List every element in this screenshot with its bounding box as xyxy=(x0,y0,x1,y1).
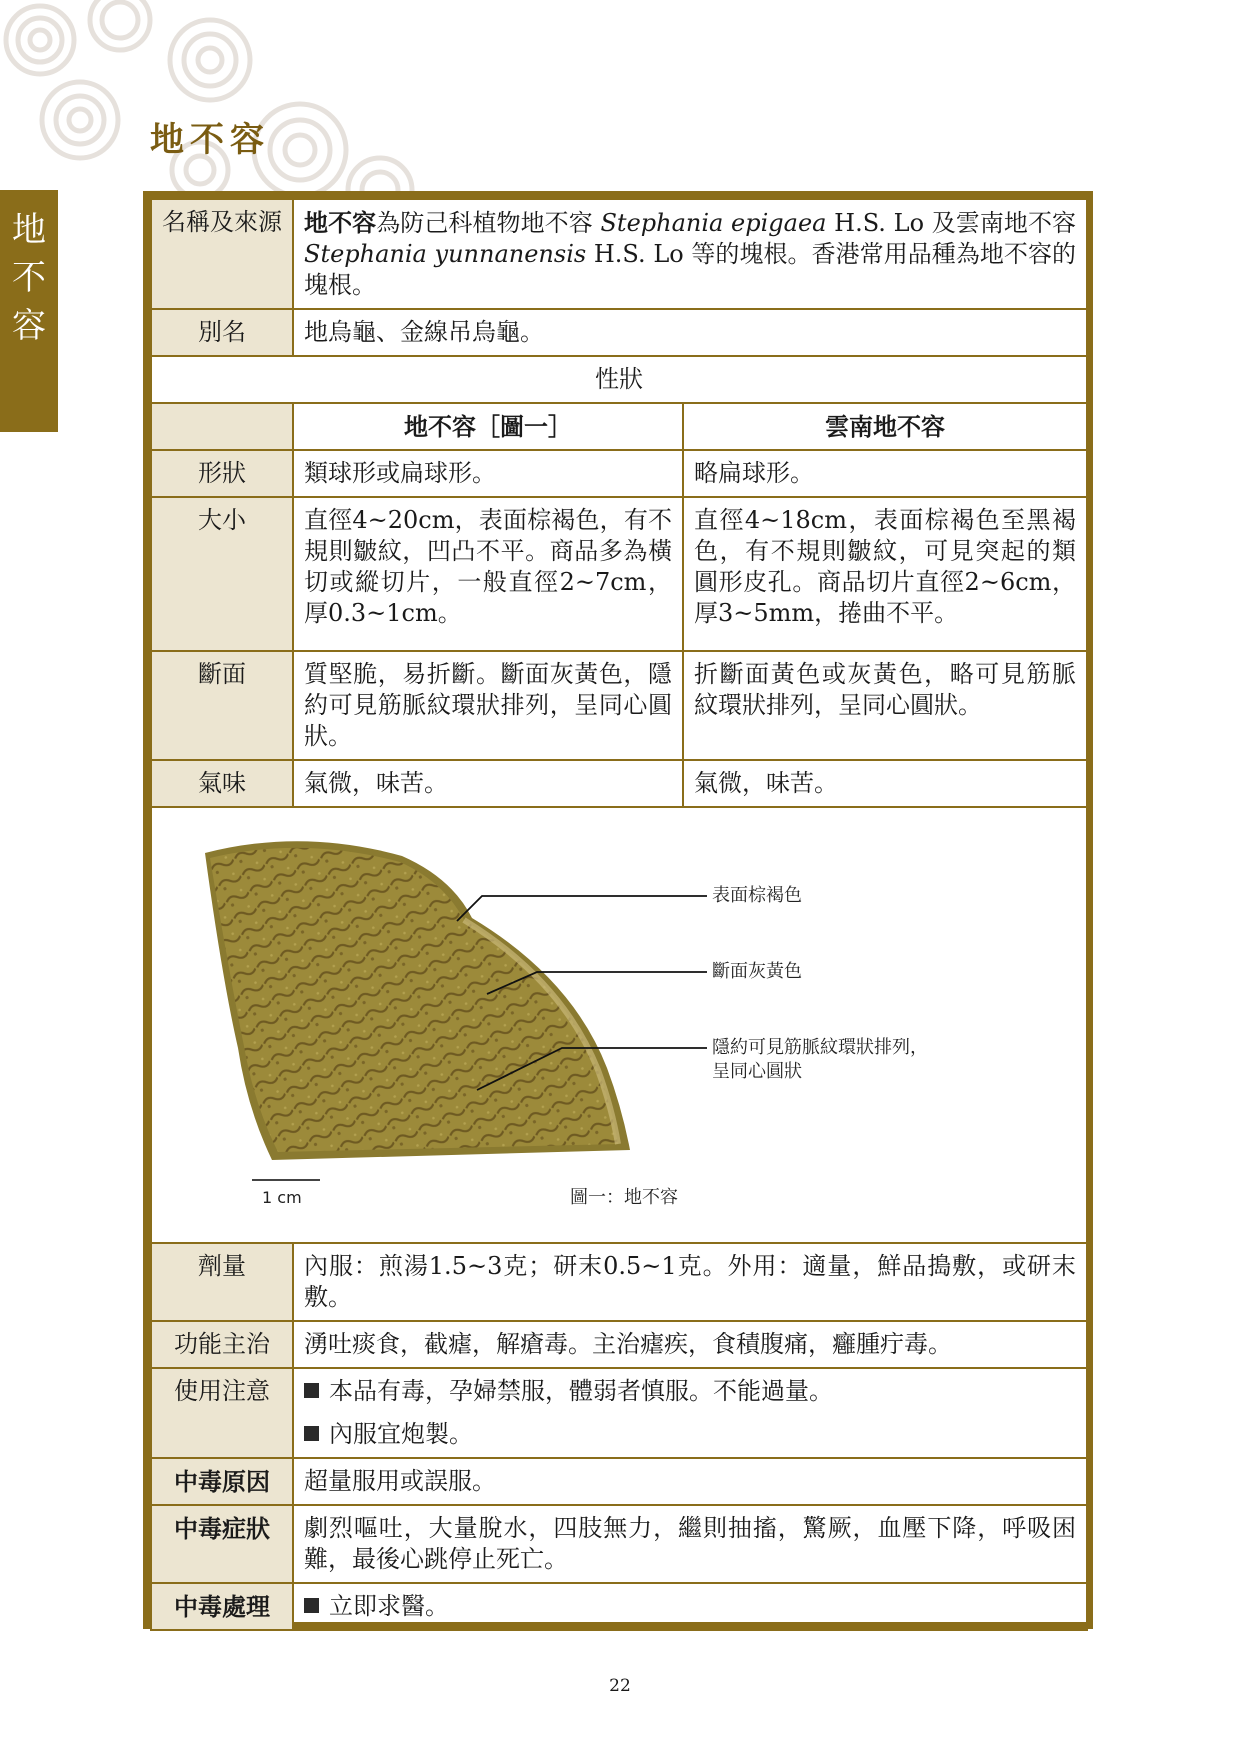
row-poison-treatment xyxy=(151,1583,1087,1630)
annotation-surface: 表面棕褐色 xyxy=(712,885,802,906)
square-bullet-icon xyxy=(304,1383,319,1398)
source-text: H.S. Lo 等的塊根。香港常用品種為地不容的塊根。 xyxy=(304,240,1077,299)
cloud-pattern-decoration xyxy=(0,0,440,220)
column-header-1: 地不容［圖一］ xyxy=(293,403,683,450)
scale-bar-label: 1 cm xyxy=(262,1188,302,1207)
annotation-rings-line2: 呈同心圓狀 xyxy=(712,1061,802,1082)
poison-symptom-label: 中毒症狀 xyxy=(151,1505,293,1583)
cell-value: 直徑4~18cm，表面棕褐色至黑褐色，有不規則皺紋，可見突起的類圓形皮孔。商品切片直徑2~6cm，厚3~5mm，捲曲不平。 xyxy=(683,497,1087,651)
annotation-section: 斷面灰黃色 xyxy=(712,961,802,982)
cell-value: 氣微，味苦。 xyxy=(293,760,683,807)
figure-cell xyxy=(151,807,1087,1243)
row-source xyxy=(151,199,1087,309)
function-label: 功能主治 xyxy=(151,1321,293,1368)
latin-name: Stephania epigaea xyxy=(600,209,827,237)
page-number: 22 xyxy=(609,1676,631,1696)
row-label: 氣味 xyxy=(151,760,293,807)
column-header-2: 雲南地不容 xyxy=(683,403,1087,450)
cell-value: 質堅脆，易折斷。斷面灰黃色，隱約可見筋脈紋環狀排列，呈同心圓狀。 xyxy=(293,651,683,760)
row-poison-cause xyxy=(151,1458,1087,1505)
caution-item xyxy=(304,1376,1076,1407)
side-tab-char: 容 xyxy=(12,306,46,346)
poison-treatment-label: 中毒處理 xyxy=(151,1583,293,1630)
row-size xyxy=(151,497,1087,651)
square-bullet-icon xyxy=(304,1426,319,1441)
cell-value: 類球形或扁球形。 xyxy=(293,450,683,497)
annotation-rings-line1: 隱約可見筋脈紋環狀排列， xyxy=(712,1037,928,1058)
cell-value: 直徑4~20cm，表面棕褐色，有不規則皺紋，凹凸不平。商品多為橫切或縱切片，一般直徑2~7cm，厚0.3~1cm。 xyxy=(293,497,683,651)
alias-label: 別名 xyxy=(151,309,293,356)
row-caution xyxy=(151,1368,1087,1458)
dosage-value: 內服：煎湯1.5~3克；研末0.5~1克。外用：適量，鮮品搗敷，或研末敷。 xyxy=(293,1243,1087,1321)
herb-slice-illustration xyxy=(152,808,1088,1228)
function-value: 湧吐痰食，截瘧，解瘡毒。主治瘧疾，食積腹痛，癰腫疔毒。 xyxy=(293,1321,1087,1368)
empty-label xyxy=(151,403,293,450)
source-text: H.S. Lo 及雲南地不容 xyxy=(826,209,1077,237)
alias-value: 地烏龜、金線吊烏龜。 xyxy=(293,309,1087,356)
row-label: 大小 xyxy=(151,497,293,651)
traits-header: 性狀 xyxy=(151,356,1087,403)
row-traits-header xyxy=(151,356,1087,403)
side-tab-char: 地 xyxy=(12,210,46,250)
source-value xyxy=(293,199,1087,309)
poison-cause-value: 超量服用或誤服。 xyxy=(293,1458,1087,1505)
caution-item xyxy=(304,1419,1076,1450)
row-label: 斷面 xyxy=(151,651,293,760)
row-column-headers xyxy=(151,403,1087,450)
poison-cause-label: 中毒原因 xyxy=(151,1458,293,1505)
caution-text: 內服宜炮製。 xyxy=(329,1420,473,1448)
monograph-frame xyxy=(143,191,1093,1629)
figure-caption: 圖一：地不容 xyxy=(570,1187,678,1208)
dosage-label: 劑量 xyxy=(151,1243,293,1321)
caution-text: 本品有毒，孕婦禁服，體弱者慎服。不能過量。 xyxy=(329,1377,833,1405)
poison-symptom-value: 劇烈嘔吐，大量脫水，四肢無力，繼則抽搐，驚厥，血壓下降，呼吸困難，最後心跳停止死亡。 xyxy=(293,1505,1087,1583)
row-figure xyxy=(151,807,1087,1243)
source-text: 為防己科植物地不容 xyxy=(376,209,601,237)
page-title: 地不容 xyxy=(150,120,270,160)
latin-name: Stephania yunnanensis xyxy=(304,240,587,268)
cell-value: 氣微，味苦。 xyxy=(683,760,1087,807)
side-tab-char: 不 xyxy=(12,258,46,298)
cell-value: 折斷面黃色或灰黃色，略可見筋脈紋環狀排列，呈同心圓狀。 xyxy=(683,651,1087,760)
row-shape xyxy=(151,450,1087,497)
source-bold-name: 地不容 xyxy=(304,208,377,237)
square-bullet-icon xyxy=(304,1598,319,1613)
row-poison-symptom xyxy=(151,1505,1087,1583)
row-odor xyxy=(151,760,1087,807)
row-section xyxy=(151,651,1087,760)
caution-list xyxy=(293,1368,1087,1458)
row-alias xyxy=(151,309,1087,356)
row-function xyxy=(151,1321,1087,1368)
side-chapter-tab xyxy=(0,190,58,432)
monograph-table xyxy=(150,198,1088,1631)
row-label: 形狀 xyxy=(151,450,293,497)
poison-treatment-list xyxy=(293,1583,1087,1630)
cell-value: 略扁球形。 xyxy=(683,450,1087,497)
source-label: 名稱及來源 xyxy=(151,199,293,309)
caution-label: 使用注意 xyxy=(151,1368,293,1458)
poison-treatment-text: 立即求醫。 xyxy=(329,1592,449,1620)
row-dosage xyxy=(151,1243,1087,1321)
